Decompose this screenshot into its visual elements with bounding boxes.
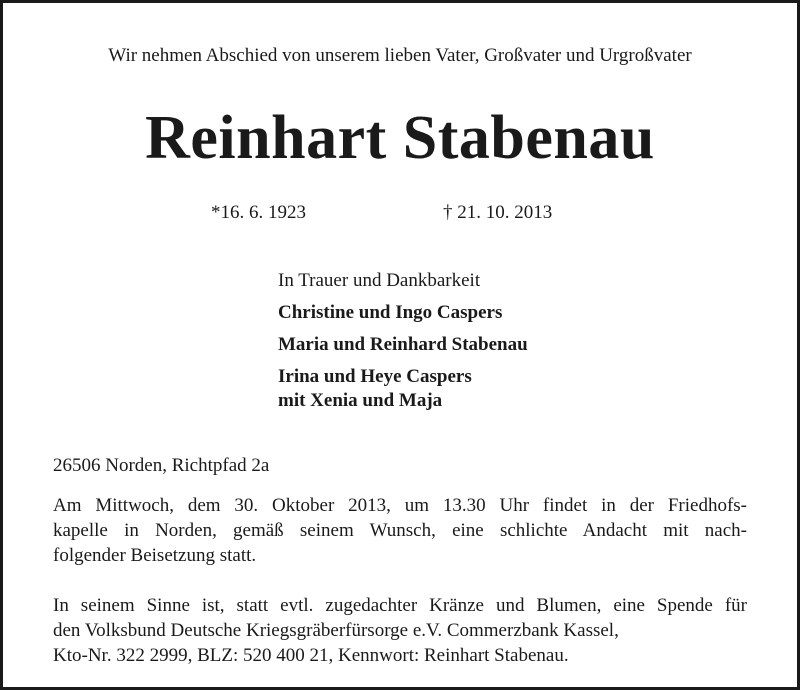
- mourner-line: Irina und Heye Caspers: [278, 366, 472, 387]
- mourners-intro: In Trauer und Dankbarkeit: [278, 270, 481, 291]
- mourner-line: Christine und Ingo Caspers: [278, 302, 503, 323]
- mourner-line: Maria und Reinhard Stabenau: [278, 334, 528, 355]
- death-date: † 21. 10. 2013: [443, 202, 553, 223]
- family-address: 26506 Norden, Richtpfad 2a: [53, 455, 270, 476]
- farewell-intro: Wir nehmen Abschied von unserem lieben Vater, Großvater und Urgroßvater: [108, 45, 692, 66]
- birth-date: *16. 6. 1923: [211, 202, 306, 223]
- mourners-block: [278, 269, 528, 413]
- mourner-line: mit Xenia und Maja: [278, 390, 443, 411]
- donation-line: den Volksbund Deutsche Kriegsgräberfürsorge e.V. Commerzbank Kassel,: [53, 620, 619, 641]
- funeral-line: kapelle in Norden, gemäß seinem Wunsch, eine schlichte Andacht mit nach-: [53, 520, 747, 541]
- deceased-name: Reinhart Stabenau: [145, 104, 655, 172]
- donation-line: In seinem Sinne ist, statt evtl. zugedachter Kränze und Blumen, eine Spende für: [53, 595, 747, 616]
- funeral-line: folgender Beisetzung statt.: [53, 545, 257, 566]
- donation-line: Kto-Nr. 322 2999, BLZ: 520 400 21, Kennwort: Reinhart Stabenau.: [53, 645, 569, 666]
- donation-paragraph: [53, 593, 747, 668]
- funeral-paragraph: [53, 493, 747, 568]
- funeral-line: Am Mittwoch, dem 30. Oktober 2013, um 13.30 Uhr findet in der Friedhofs-: [53, 495, 747, 516]
